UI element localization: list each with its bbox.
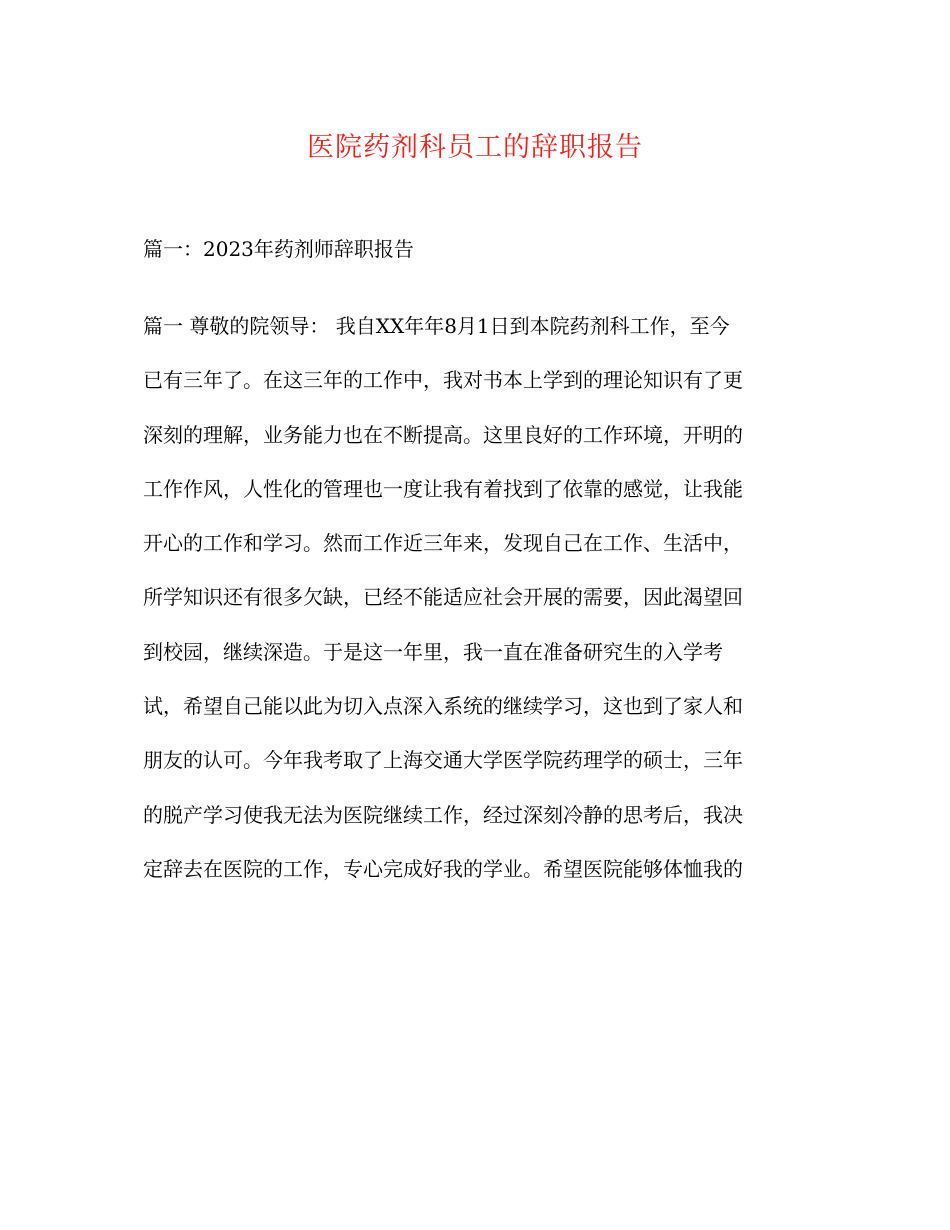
body-line: 已有三年了。在这三年的工作中，我对书本上学到的理论知识有了更 (143, 368, 743, 393)
document-title: 医院药剂科员工的辞职报告 (307, 132, 643, 163)
body-text (143, 310, 823, 907)
body-line: 朋友的认可。今年我考取了上海交通大学医学院药理学的硕士，三年 (143, 748, 743, 773)
body-line: 试，希望自己能以此为切入点深入系统的继续学习，这也到了家人和 (143, 694, 743, 719)
body-line: 所学知识还有很多欠缺，已经不能适应社会开展的需要，因此渴望回 (143, 585, 743, 610)
body-line: 工作作风，人性化的管理也一度让我有着找到了依靠的感觉，让我能 (143, 476, 743, 501)
body-line: 定辞去在医院的工作，专心完成好我的学业。希望医院能够体恤我的 (143, 856, 743, 881)
section-heading: 篇一：2023年药剂师辞职报告 (143, 237, 414, 261)
body-line: 篇一 尊敬的院领导： 我自XX年年8月1日到本院药剂科工作，至今 (143, 314, 730, 338)
body-line: 深刻的理解，业务能力也在不断提高。这里良好的工作环境，开明的 (143, 422, 743, 447)
body-line: 开心的工作和学习。然而工作近三年来，发现自己在工作、生活中， (143, 531, 743, 556)
body-line: 的脱产学习使我无法为医院继续工作，经过深刻冷静的思考后，我决 (143, 802, 743, 827)
body-line: 到校园，继续深造。于是这一年里，我一直在准备研究生的入学考 (143, 639, 723, 664)
